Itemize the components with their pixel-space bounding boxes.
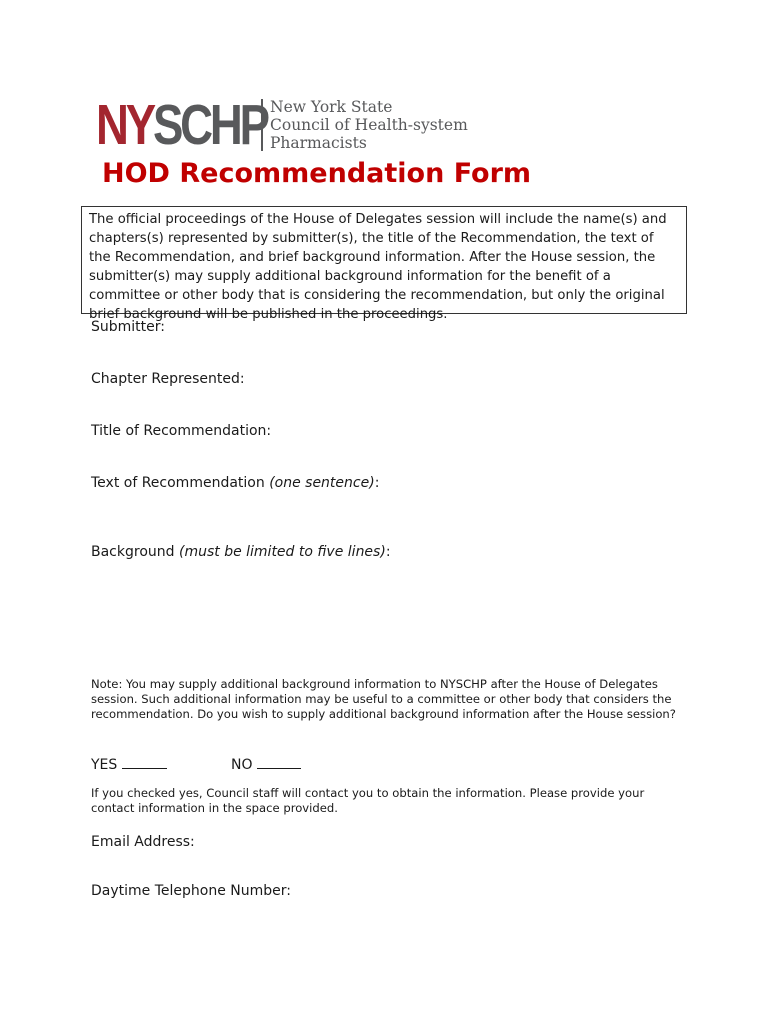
submitter-label: Submitter: [91, 319, 165, 335]
background-label [91, 544, 391, 560]
logo-org-name [270, 96, 468, 152]
yes-blank[interactable] [122, 754, 167, 769]
nyschp-logo [96, 93, 468, 157]
no-blank[interactable] [257, 754, 301, 769]
logo-org-line1: New York State [270, 98, 393, 116]
text-of-recommendation-label [91, 475, 379, 491]
notice-box[interactable] [81, 206, 687, 322]
text-label: Text of Recommendation [91, 475, 270, 491]
chapter-label: Chapter Represented: [91, 371, 245, 387]
yes-label: YES [91, 757, 118, 773]
followup-text: If you checked yes, Council staff will contact you to obtain the information. Please provide your contact information in the space provided. [91, 786, 645, 815]
form-title: HOD Recommendation Form [102, 158, 532, 189]
notice-text: The official proceedings of the House of Delegates session will include the name(s) and chapters(s) represented by submitter(s), the title of the Recommendation, the text of the Recommendation, and brief background information. After the House session, the submitter(s) may supply additional background information for the benefit of a committee or other body that is considering the recommendation, but only the original brief background will be published in the proceedings. [89, 212, 667, 322]
logo-org-line3: Pharmacists [270, 134, 367, 152]
logo-org-line2: Council of Health-system [270, 116, 468, 134]
text-colon: : [374, 475, 380, 491]
background-hint: (must be limited to five lines) [178, 544, 386, 560]
background-colon: : [385, 544, 391, 560]
phone-label: Daytime Telephone Number: [91, 883, 291, 899]
title-of-recommendation-label: Title of Recommendation: [91, 423, 272, 439]
note-text: Note: You may supply additional background information to NYSCHP after the House of Delegates session. Such additional information may be useful to a committee or other body that considers the recommendation. Do you wish to supply additional background information after the House session? [91, 677, 676, 721]
background-text: Background [91, 544, 179, 560]
logo-mark-ny: NY [96, 93, 153, 157]
no-label: NO [231, 757, 253, 773]
logo-mark-schp: SCHP [152, 93, 267, 157]
no-option[interactable] [231, 754, 301, 773]
text-hint: (one sentence) [269, 475, 375, 491]
yes-option[interactable] [91, 754, 167, 773]
email-label: Email Address: [91, 834, 195, 850]
logo-mark [96, 93, 267, 157]
